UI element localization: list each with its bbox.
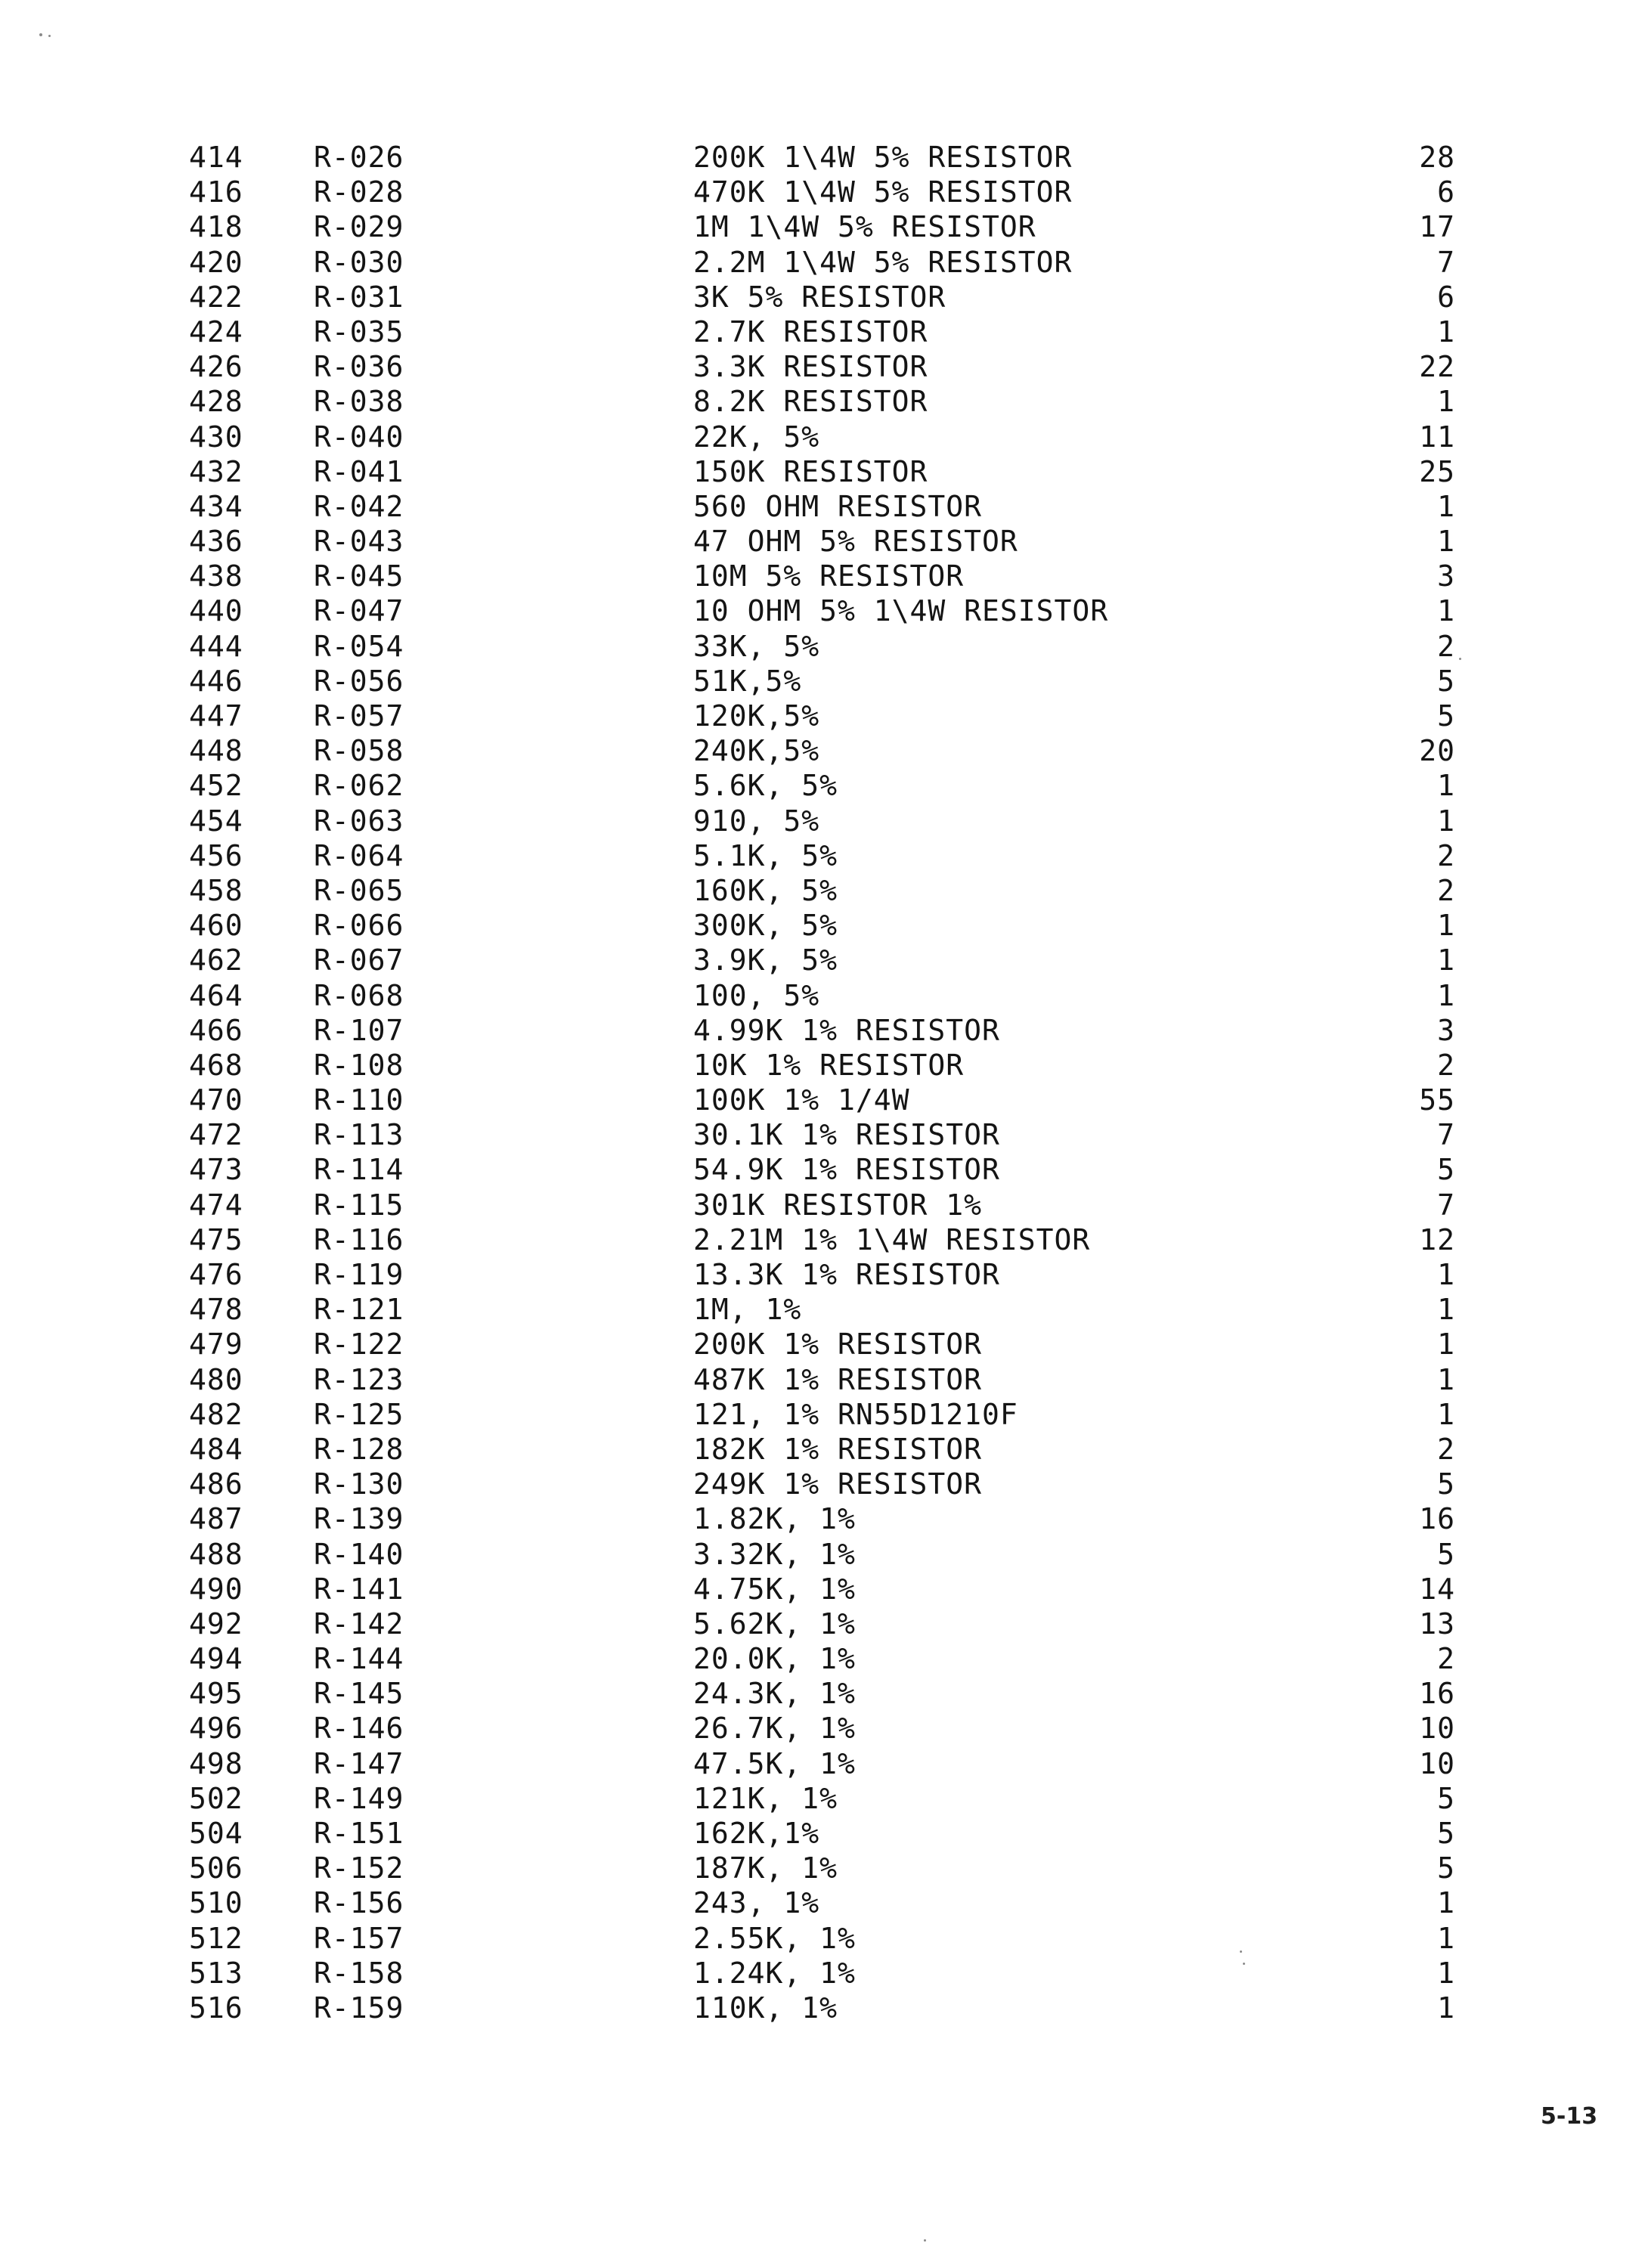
table-row — [0, 1501, 1648, 1536]
item-number: 456 — [189, 838, 243, 872]
part-number: R-119 — [314, 1258, 404, 1291]
part-number: R-159 — [314, 1991, 404, 2025]
part-number: R-028 — [314, 175, 404, 209]
item-number: 475 — [189, 1222, 243, 1256]
part-number: R-140 — [314, 1537, 404, 1571]
quantity: 28 — [1419, 141, 1455, 174]
quantity: 1 — [1437, 1991, 1455, 2025]
part-description: 3.9K, 5% — [693, 943, 838, 978]
part-description: 24.3K, 1% — [693, 1677, 856, 1711]
part-number: R-114 — [314, 1153, 404, 1187]
item-number: 458 — [189, 873, 243, 907]
item-number: 474 — [189, 1188, 243, 1222]
table-row — [0, 1362, 1648, 1397]
item-number: 513 — [189, 1956, 243, 1990]
item-number: 510 — [189, 1886, 243, 1920]
part-description: 182K 1% RESISTOR — [693, 1432, 983, 1466]
quantity: 6 — [1437, 175, 1455, 209]
table-row — [0, 140, 1648, 175]
table-row — [0, 1606, 1648, 1641]
table-row — [0, 1816, 1648, 1851]
part-number: R-041 — [314, 454, 404, 488]
table-row — [0, 1292, 1648, 1327]
table-row — [0, 559, 1648, 593]
part-number: R-139 — [314, 1502, 404, 1536]
part-description: 13.3K 1% RESISTOR — [693, 1258, 1000, 1291]
part-description: 200K 1\4W 5% RESISTOR — [693, 141, 1073, 174]
part-description: 51K,5% — [693, 664, 802, 698]
part-description: 5.1K, 5% — [693, 838, 838, 872]
part-number: R-054 — [314, 629, 404, 663]
item-number: 506 — [189, 1851, 243, 1885]
part-description: 1M 1\4W 5% RESISTOR — [693, 210, 1036, 244]
part-number: R-121 — [314, 1293, 404, 1327]
item-number: 424 — [189, 314, 243, 349]
item-number: 488 — [189, 1537, 243, 1571]
part-number: R-030 — [314, 245, 404, 279]
item-number: 494 — [189, 1642, 243, 1676]
table-row — [0, 873, 1648, 908]
part-description: 22K, 5% — [693, 420, 820, 454]
quantity: 12 — [1419, 1222, 1455, 1256]
table-row — [0, 245, 1648, 280]
item-number: 466 — [189, 1013, 243, 1047]
quantity: 2 — [1437, 1432, 1455, 1466]
part-number: R-038 — [314, 385, 404, 419]
table-row — [0, 768, 1648, 803]
part-number: R-115 — [314, 1188, 404, 1222]
item-number: 472 — [189, 1118, 243, 1152]
item-number: 434 — [189, 489, 243, 523]
table-row — [0, 175, 1648, 209]
item-number: 452 — [189, 769, 243, 803]
item-number: 502 — [189, 1781, 243, 1815]
part-number: R-116 — [314, 1222, 404, 1256]
quantity: 1 — [1437, 594, 1455, 628]
table-row — [0, 1781, 1648, 1816]
quantity: 17 — [1419, 210, 1455, 244]
table-row — [0, 1432, 1648, 1467]
part-description: 100K 1% 1/4W — [693, 1083, 910, 1117]
part-number: R-068 — [314, 978, 404, 1012]
part-number: R-123 — [314, 1362, 404, 1396]
table-row — [0, 1851, 1648, 1885]
quantity: 5 — [1437, 664, 1455, 698]
item-number: 478 — [189, 1293, 243, 1327]
item-number: 495 — [189, 1677, 243, 1711]
quantity: 1 — [1437, 1956, 1455, 1990]
table-row — [0, 489, 1648, 524]
part-description: 121, 1% RN55D1210F — [693, 1397, 1018, 1431]
quantity: 22 — [1419, 350, 1455, 384]
table-row — [0, 804, 1648, 838]
table-row — [0, 1572, 1648, 1606]
item-number: 462 — [189, 943, 243, 978]
scan-speck — [1240, 1950, 1242, 1953]
item-number: 422 — [189, 280, 243, 314]
part-description: 30.1K 1% RESISTOR — [693, 1118, 1000, 1152]
item-number: 482 — [189, 1397, 243, 1431]
item-number: 448 — [189, 734, 243, 768]
part-description: 5.62K, 1% — [693, 1606, 856, 1641]
part-description: 487K 1% RESISTOR — [693, 1362, 983, 1396]
part-description: 100, 5% — [693, 978, 820, 1012]
item-number: 416 — [189, 175, 243, 209]
table-row — [0, 1537, 1648, 1572]
part-number: R-062 — [314, 769, 404, 803]
part-description: 47 OHM 5% RESISTOR — [693, 525, 1018, 559]
item-number: 486 — [189, 1467, 243, 1501]
quantity: 1 — [1437, 385, 1455, 419]
part-number: R-035 — [314, 314, 404, 349]
quantity: 55 — [1419, 1083, 1455, 1117]
scan-speck — [1243, 1963, 1245, 1965]
part-description: 160K, 5% — [693, 873, 838, 907]
quantity: 1 — [1437, 804, 1455, 838]
quantity: 7 — [1437, 1118, 1455, 1152]
quantity: 11 — [1419, 420, 1455, 454]
part-number: R-063 — [314, 804, 404, 838]
part-description: 2.2M 1\4W 5% RESISTOR — [693, 245, 1073, 279]
scan-speck — [48, 35, 51, 37]
quantity: 5 — [1437, 1153, 1455, 1187]
part-description: 2.7K RESISTOR — [693, 314, 928, 349]
table-row — [0, 943, 1648, 978]
table-row — [0, 1711, 1648, 1746]
table-row — [0, 1222, 1648, 1257]
quantity: 1 — [1437, 909, 1455, 943]
part-number: R-145 — [314, 1677, 404, 1711]
quantity: 2 — [1437, 1048, 1455, 1082]
quantity: 10 — [1419, 1712, 1455, 1746]
quantity: 1 — [1437, 1362, 1455, 1396]
quantity: 2 — [1437, 629, 1455, 663]
table-row — [0, 314, 1648, 349]
scan-speck — [39, 33, 42, 36]
quantity: 2 — [1437, 873, 1455, 907]
table-row — [0, 629, 1648, 664]
item-number: 460 — [189, 909, 243, 943]
part-description: 910, 5% — [693, 804, 820, 838]
table-row — [0, 838, 1648, 873]
quantity: 20 — [1419, 734, 1455, 768]
part-number: R-067 — [314, 943, 404, 978]
table-row — [0, 454, 1648, 489]
part-number: R-125 — [314, 1397, 404, 1431]
item-number: 447 — [189, 699, 243, 733]
quantity: 7 — [1437, 245, 1455, 279]
quantity: 1 — [1437, 489, 1455, 523]
part-number: R-036 — [314, 350, 404, 384]
table-row — [0, 1676, 1648, 1711]
part-number: R-122 — [314, 1328, 404, 1362]
table-row — [0, 664, 1648, 699]
item-number: 438 — [189, 559, 243, 593]
part-description: 249K 1% RESISTOR — [693, 1467, 983, 1501]
part-number: R-113 — [314, 1118, 404, 1152]
quantity: 5 — [1437, 699, 1455, 733]
quantity: 1 — [1437, 1921, 1455, 1955]
table-row — [0, 1083, 1648, 1117]
quantity: 3 — [1437, 559, 1455, 593]
part-number: R-040 — [314, 420, 404, 454]
part-description: 10M 5% RESISTOR — [693, 559, 965, 593]
part-number: R-158 — [314, 1956, 404, 1990]
part-number: R-142 — [314, 1606, 404, 1641]
part-description: 4.75K, 1% — [693, 1572, 856, 1606]
parts-list — [0, 140, 1648, 2025]
item-number: 476 — [189, 1258, 243, 1291]
item-number: 473 — [189, 1153, 243, 1187]
item-number: 444 — [189, 629, 243, 663]
scan-speck — [1459, 658, 1461, 660]
part-number: R-065 — [314, 873, 404, 907]
table-row — [0, 1117, 1648, 1152]
part-number: R-107 — [314, 1013, 404, 1047]
quantity: 3 — [1437, 1013, 1455, 1047]
table-row — [0, 1746, 1648, 1781]
part-description: 150K RESISTOR — [693, 454, 928, 488]
table-row — [0, 593, 1648, 628]
table-row — [0, 1188, 1648, 1222]
table-row — [0, 978, 1648, 1013]
part-description: 8.2K RESISTOR — [693, 385, 928, 419]
part-description: 3K 5% RESISTOR — [693, 280, 946, 314]
quantity: 25 — [1419, 454, 1455, 488]
quantity: 5 — [1437, 1537, 1455, 1571]
table-row — [0, 420, 1648, 454]
quantity: 5 — [1437, 1851, 1455, 1885]
quantity: 5 — [1437, 1817, 1455, 1850]
part-description: 54.9K 1% RESISTOR — [693, 1153, 1000, 1187]
table-row — [0, 524, 1648, 559]
quantity: 1 — [1437, 314, 1455, 349]
part-description: 162K,1% — [693, 1817, 820, 1850]
part-description: 3.32K, 1% — [693, 1537, 856, 1571]
part-number: R-144 — [314, 1642, 404, 1676]
part-description: 1.24K, 1% — [693, 1956, 856, 1990]
part-description: 1.82K, 1% — [693, 1502, 856, 1536]
part-description: 2.55K, 1% — [693, 1921, 856, 1955]
part-description: 3.3K RESISTOR — [693, 350, 928, 384]
quantity: 2 — [1437, 838, 1455, 872]
table-row — [0, 349, 1648, 384]
quantity: 5 — [1437, 1467, 1455, 1501]
page-number: 5-13 — [1541, 2103, 1598, 2130]
item-number: 432 — [189, 454, 243, 488]
item-number: 436 — [189, 525, 243, 559]
part-description: 1M, 1% — [693, 1293, 802, 1327]
part-number: R-149 — [314, 1781, 404, 1815]
part-number: R-147 — [314, 1746, 404, 1780]
part-number: R-058 — [314, 734, 404, 768]
table-row — [0, 1327, 1648, 1362]
quantity: 1 — [1437, 978, 1455, 1012]
part-description: 243, 1% — [693, 1886, 820, 1920]
part-description: 4.99K 1% RESISTOR — [693, 1013, 1000, 1047]
part-number: R-056 — [314, 664, 404, 698]
item-number: 440 — [189, 594, 243, 628]
quantity: 1 — [1437, 1397, 1455, 1431]
table-row — [0, 1641, 1648, 1676]
table-row — [0, 1013, 1648, 1048]
quantity: 1 — [1437, 769, 1455, 803]
part-description: 301K RESISTOR 1% — [693, 1188, 983, 1222]
part-number: R-141 — [314, 1572, 404, 1606]
item-number: 512 — [189, 1921, 243, 1955]
table-row — [0, 1921, 1648, 1956]
part-number: R-026 — [314, 141, 404, 174]
part-description: 10K 1% RESISTOR — [693, 1048, 965, 1082]
table-row — [0, 1467, 1648, 1501]
item-number: 516 — [189, 1991, 243, 2025]
part-description: 10 OHM 5% 1\4W RESISTOR — [693, 594, 1109, 628]
item-number: 420 — [189, 245, 243, 279]
quantity: 14 — [1419, 1572, 1455, 1606]
part-description: 2.21M 1% 1\4W RESISTOR — [693, 1222, 1091, 1256]
table-row — [0, 1885, 1648, 1920]
item-number: 480 — [189, 1362, 243, 1396]
part-number: R-031 — [314, 280, 404, 314]
quantity: 1 — [1437, 1886, 1455, 1920]
part-number: R-057 — [314, 699, 404, 733]
item-number: 414 — [189, 141, 243, 174]
table-row — [0, 1152, 1648, 1187]
part-description: 47.5K, 1% — [693, 1746, 856, 1780]
quantity: 1 — [1437, 1293, 1455, 1327]
part-number: R-108 — [314, 1048, 404, 1082]
quantity: 13 — [1419, 1606, 1455, 1641]
item-number: 487 — [189, 1502, 243, 1536]
table-row — [0, 908, 1648, 943]
part-number: R-043 — [314, 525, 404, 559]
part-number: R-128 — [314, 1432, 404, 1466]
part-description: 560 OHM RESISTOR — [693, 489, 983, 523]
item-number: 454 — [189, 804, 243, 838]
part-description: 300K, 5% — [693, 909, 838, 943]
item-number: 504 — [189, 1817, 243, 1850]
item-number: 468 — [189, 1048, 243, 1082]
part-number: R-042 — [314, 489, 404, 523]
part-description: 5.6K, 5% — [693, 769, 838, 803]
table-row — [0, 699, 1648, 733]
part-number: R-130 — [314, 1467, 404, 1501]
item-number: 464 — [189, 978, 243, 1012]
item-number: 496 — [189, 1712, 243, 1746]
item-number: 492 — [189, 1606, 243, 1641]
item-number: 498 — [189, 1746, 243, 1780]
table-row — [0, 1991, 1648, 2025]
quantity: 7 — [1437, 1188, 1455, 1222]
table-row — [0, 280, 1648, 314]
part-number: R-110 — [314, 1083, 404, 1117]
table-row — [0, 384, 1648, 419]
part-description: 200K 1% RESISTOR — [693, 1328, 983, 1362]
quantity: 1 — [1437, 1328, 1455, 1362]
item-number: 484 — [189, 1432, 243, 1466]
table-row — [0, 1956, 1648, 1991]
quantity: 16 — [1419, 1502, 1455, 1536]
part-description: 187K, 1% — [693, 1851, 838, 1885]
quantity: 1 — [1437, 1258, 1455, 1291]
part-description: 120K,5% — [693, 699, 820, 733]
part-number: R-047 — [314, 594, 404, 628]
quantity: 10 — [1419, 1746, 1455, 1780]
table-row — [0, 1257, 1648, 1292]
part-number: R-064 — [314, 838, 404, 872]
quantity: 1 — [1437, 943, 1455, 978]
quantity: 1 — [1437, 525, 1455, 559]
item-number: 430 — [189, 420, 243, 454]
item-number: 426 — [189, 350, 243, 384]
part-number: R-157 — [314, 1921, 404, 1955]
part-number: R-151 — [314, 1817, 404, 1850]
item-number: 479 — [189, 1328, 243, 1362]
item-number: 446 — [189, 664, 243, 698]
part-description: 26.7K, 1% — [693, 1712, 856, 1746]
item-number: 470 — [189, 1083, 243, 1117]
quantity: 5 — [1437, 1781, 1455, 1815]
quantity: 16 — [1419, 1677, 1455, 1711]
part-number: R-156 — [314, 1886, 404, 1920]
part-number: R-146 — [314, 1712, 404, 1746]
item-number: 428 — [189, 385, 243, 419]
item-number: 418 — [189, 210, 243, 244]
table-row — [0, 1048, 1648, 1083]
item-number: 490 — [189, 1572, 243, 1606]
quantity: 2 — [1437, 1642, 1455, 1676]
part-number: R-066 — [314, 909, 404, 943]
part-description: 33K, 5% — [693, 629, 820, 663]
part-number: R-029 — [314, 210, 404, 244]
table-row — [0, 733, 1648, 768]
part-description: 240K,5% — [693, 734, 820, 768]
part-description: 110K, 1% — [693, 1991, 838, 2025]
table-row — [0, 1397, 1648, 1432]
part-description: 121K, 1% — [693, 1781, 838, 1815]
part-number: R-152 — [314, 1851, 404, 1885]
part-description: 470K 1\4W 5% RESISTOR — [693, 175, 1073, 209]
quantity: 6 — [1437, 280, 1455, 314]
table-row — [0, 209, 1648, 244]
scan-speck — [924, 2239, 926, 2242]
part-number: R-045 — [314, 559, 404, 593]
part-description: 20.0K, 1% — [693, 1642, 856, 1676]
